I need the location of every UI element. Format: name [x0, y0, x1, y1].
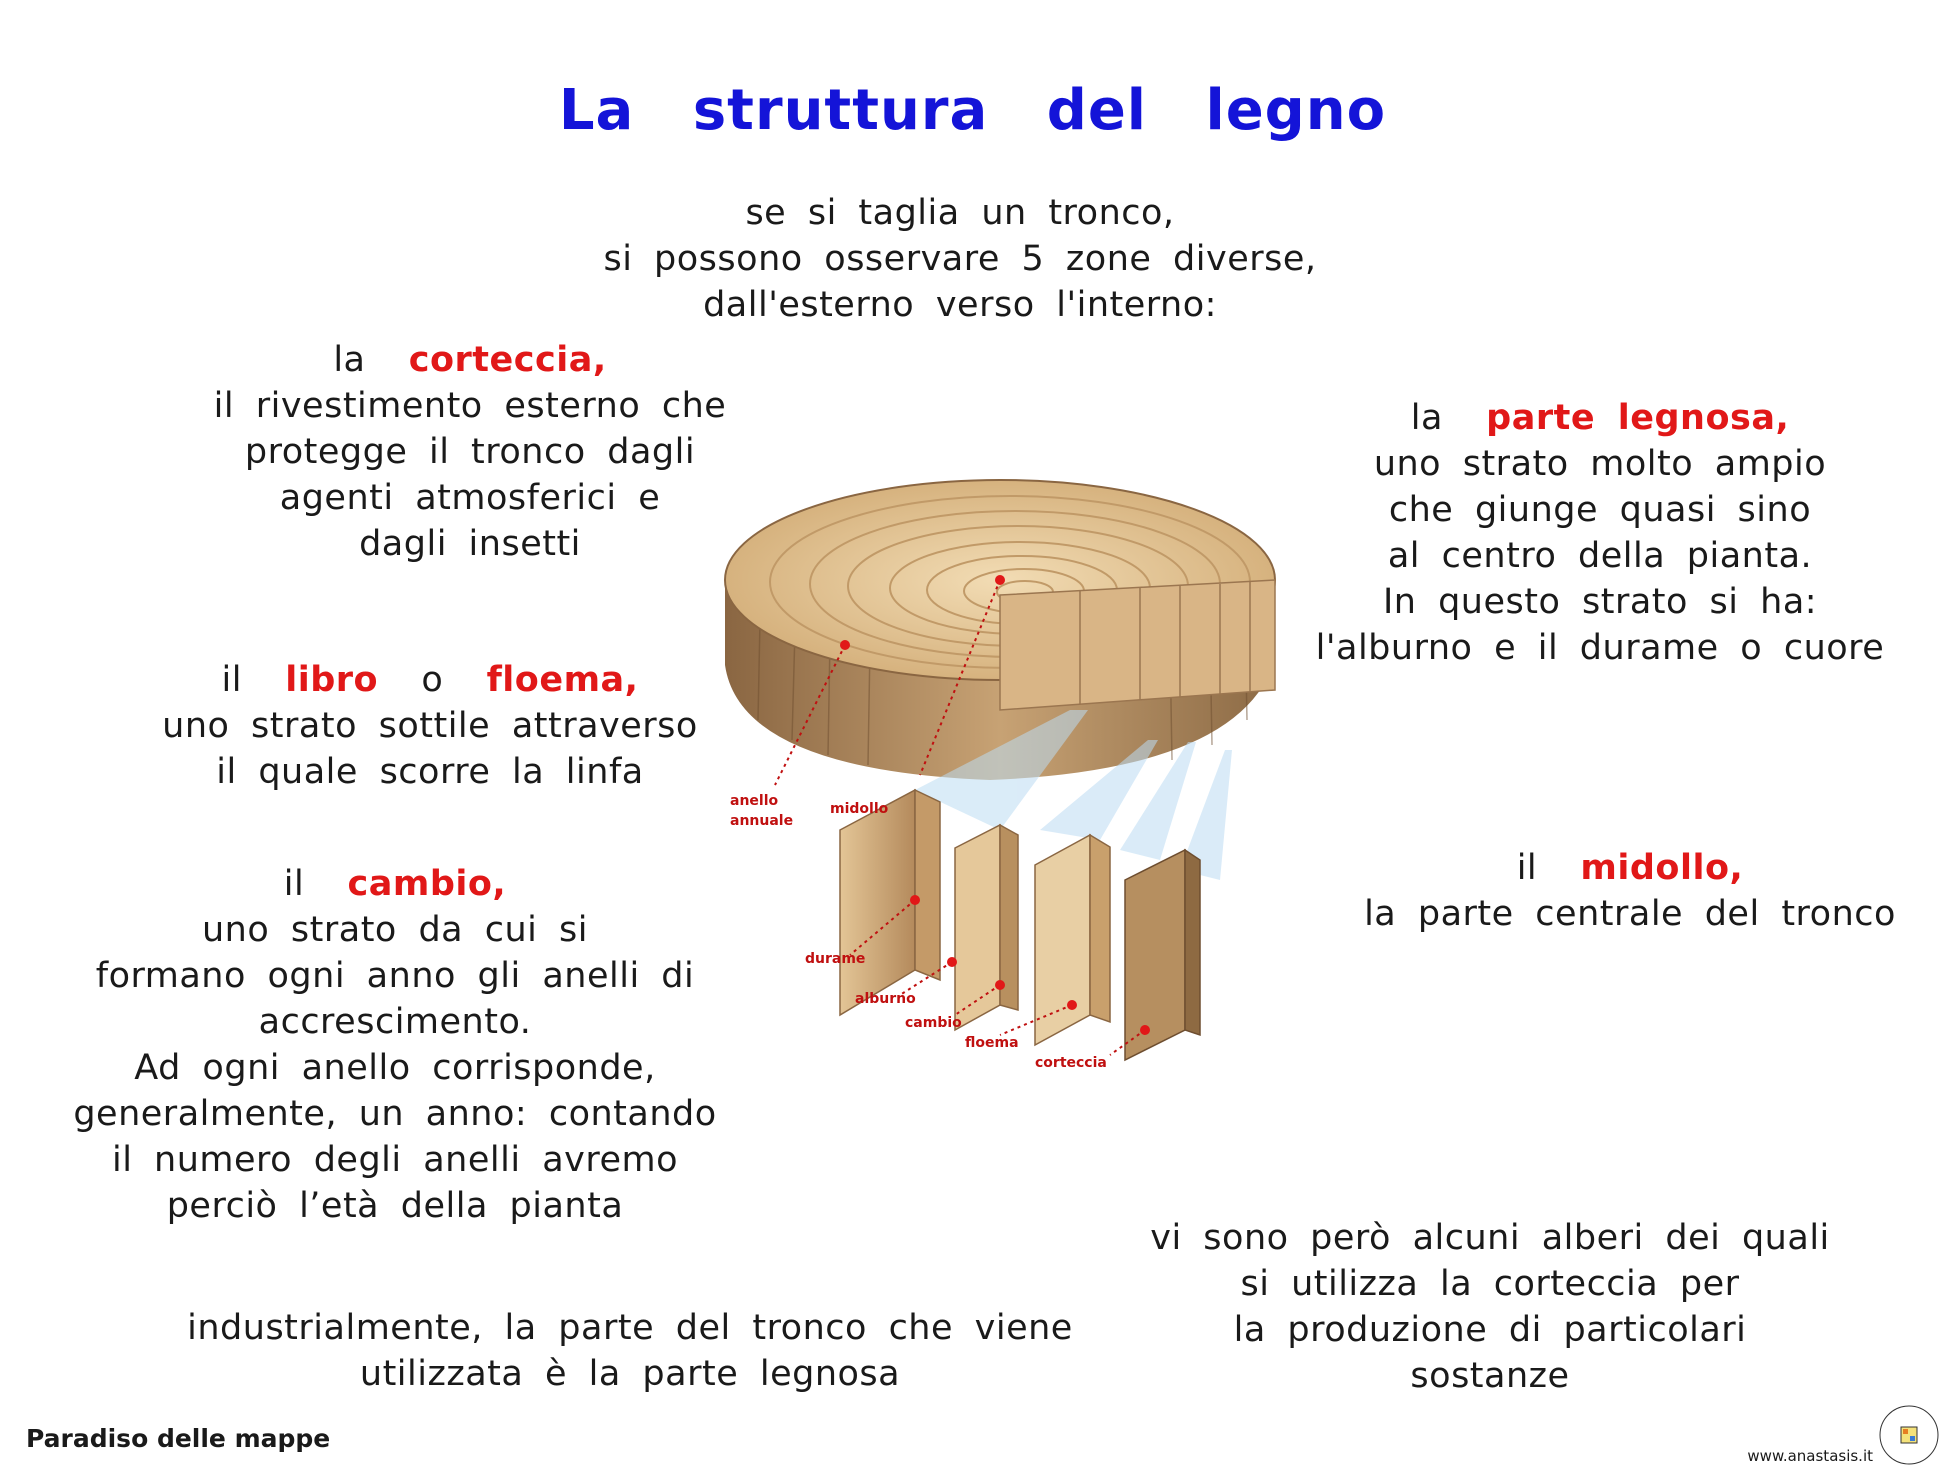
cambio-prefix: il [283, 864, 305, 904]
label-midollo: midollo [830, 801, 889, 817]
label-corteccia: corteccia [1035, 1055, 1107, 1071]
bark-use-line: la produzione di particolari [1233, 1310, 1747, 1350]
corteccia-line: agenti atmosferici e [279, 478, 661, 518]
bark-use-line: si utilizza la corteccia per [1240, 1264, 1740, 1304]
label-durame: durame [805, 951, 866, 967]
cambio-line: accrescimento. [258, 1002, 532, 1042]
intro-line: se si taglia un tronco, [745, 193, 1175, 233]
libro-block [130, 657, 730, 795]
industrial-note [180, 1305, 1080, 1397]
footer-brand: Paradiso delle mappe [26, 1424, 331, 1453]
cambio-block [70, 861, 720, 1229]
legnosa-line: In questo strato si ha: [1382, 582, 1818, 622]
legnosa-block [1290, 395, 1910, 671]
corteccia-heading [170, 337, 770, 383]
intro-text [560, 190, 1360, 328]
legnosa-line: che giunge quasi sino [1388, 490, 1812, 530]
cambio-line: il numero degli anelli avremo [111, 1140, 679, 1180]
cambio-line: perciò l’età della pianta [166, 1186, 624, 1226]
trunk-diagram [700, 470, 1320, 1090]
libro-line: uno strato sottile attraverso [162, 706, 698, 746]
midollo-block [1340, 845, 1920, 937]
libro-term: libro [285, 660, 379, 700]
label-annuale: annuale [730, 813, 794, 829]
cambio-line: generalmente, un anno: contando [73, 1094, 717, 1134]
industrial-line: utilizzata è la parte legnosa [359, 1354, 901, 1394]
corteccia-prefix: la [333, 340, 366, 380]
cambio-heading [70, 861, 720, 907]
label-floema: floema [965, 1035, 1019, 1051]
midollo-term: midollo, [1580, 848, 1744, 888]
page-title: La struttura del legno [558, 78, 1387, 143]
corteccia-line: protegge il tronco dagli [244, 432, 696, 472]
intro-line: si possono osservare 5 zone diverse, [603, 239, 1317, 279]
label-anello: anello [730, 793, 779, 809]
corteccia-block [170, 337, 770, 567]
legnosa-line: al centro della pianta. [1387, 536, 1813, 576]
floema-term: floema, [486, 660, 639, 700]
footer-url[interactable]: www.anastasis.it [1747, 1447, 1873, 1465]
industrial-line: industrialmente, la parte del tronco che viene [187, 1308, 1073, 1348]
cambio-term: cambio, [347, 864, 507, 904]
intro-line: dall'esterno verso l'interno: [703, 285, 1217, 325]
tissue-block-alburno [955, 825, 1018, 1030]
legnosa-line: l'alburno e il durame o cuore [1315, 628, 1885, 668]
label-alburno: alburno [855, 991, 916, 1007]
libro-heading [130, 657, 730, 703]
tissue-block-corteccia [1125, 850, 1200, 1060]
legnosa-prefix: la [1410, 398, 1443, 438]
legnosa-heading [1290, 395, 1910, 441]
cambio-line: uno strato da cui si [202, 910, 588, 950]
bark-use-line: sostanze [1410, 1356, 1570, 1396]
tissue-block-durame [840, 790, 940, 1015]
corteccia-line: il rivestimento esterno che [213, 386, 727, 426]
legnosa-line: uno strato molto ampio [1373, 444, 1827, 484]
libro-line: il quale scorre la linfa [216, 752, 644, 792]
legnosa-term: parte legnosa, [1486, 398, 1790, 438]
libro-conj: o [421, 660, 444, 700]
tissue-block-cambio [1035, 835, 1110, 1045]
midollo-prefix: il [1516, 848, 1538, 888]
midollo-heading [1340, 845, 1920, 891]
trunk-cut [1000, 580, 1275, 710]
midollo-line: la parte centrale del tronco [1364, 894, 1896, 934]
cambio-line: Ad ogni anello corrisponde, [134, 1048, 656, 1088]
cambio-line: formano ogni anno gli anelli di [95, 956, 695, 996]
corteccia-line: dagli insetti [359, 524, 581, 564]
supermappe-seal-icon [1877, 1403, 1941, 1467]
label-cambio: cambio [905, 1015, 962, 1031]
libro-prefix: il [221, 660, 242, 700]
bark-use-line: vi sono però alcuni alberi dei quali [1150, 1218, 1830, 1258]
corteccia-term: corteccia, [408, 340, 607, 380]
bark-use-note [1130, 1215, 1850, 1399]
